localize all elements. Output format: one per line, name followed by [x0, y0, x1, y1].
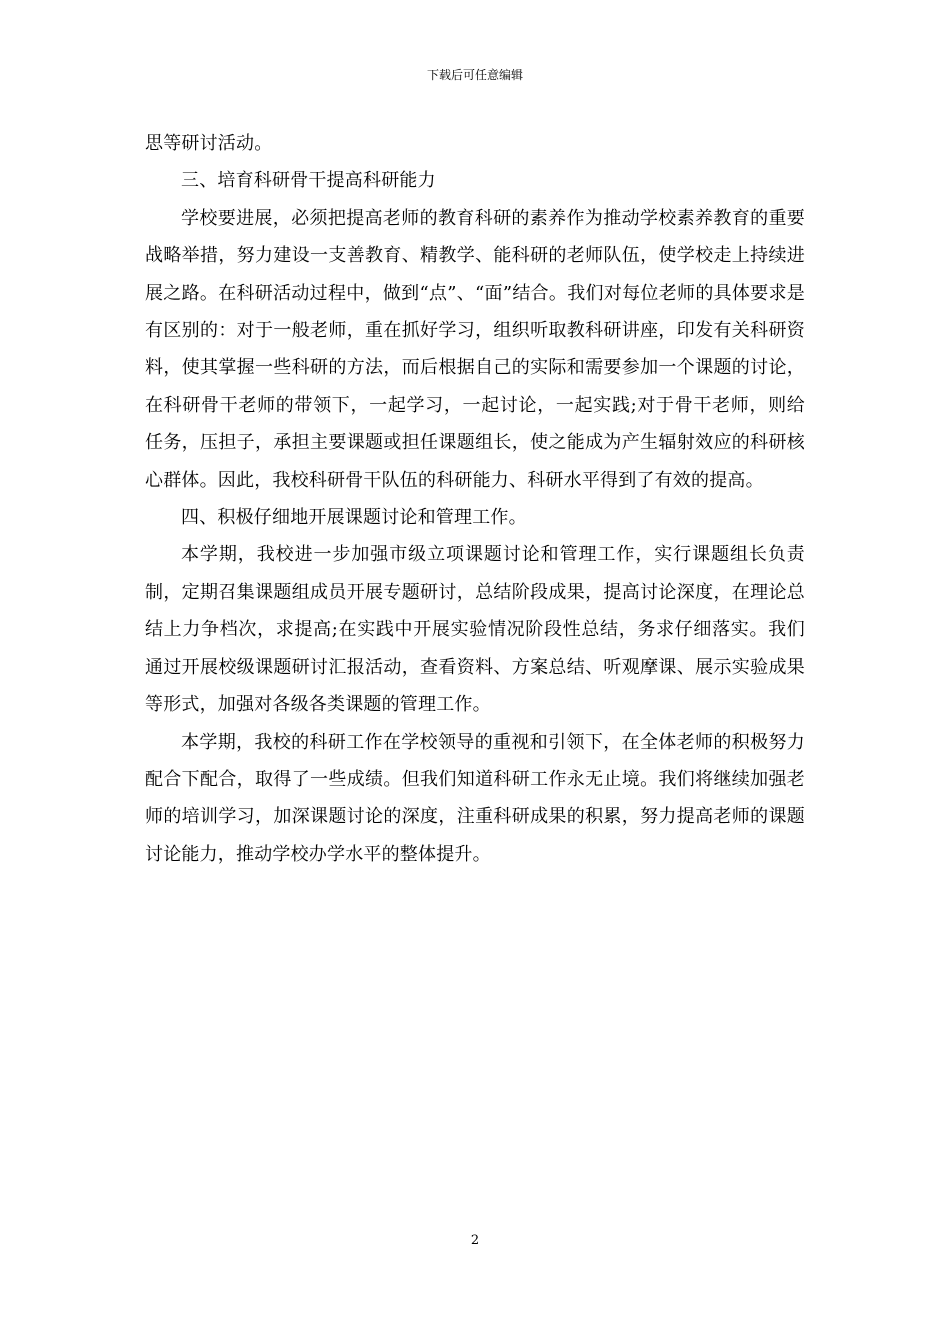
paragraph-continuation: 思等研讨活动。	[145, 133, 273, 154]
page-number: 2	[470, 1233, 480, 1248]
paragraph-topic-management: 本学期，我校进一步加强市级立项课题讨论和管理工作，实行课题组长负责制，定期召集课题组成员开展专题研讨，总结阶段成果，提高讨论深度，在理论总结上力争档次，求提高;在实践中开展实验情况阶段性总结，务求仔细落实。我们通过开展校级课题研讨汇报活动，查看资料、方案总结、听观摩课、展示实验成果等形式，加强对各级各类课题的管理工作。	[145, 544, 805, 716]
section-heading-4: 四、积极仔细地开展课题讨论和管理工作。	[181, 507, 527, 529]
paragraph-summary: 本学期，我校的科研工作在学校领导的重视和引领下，在全体老师的积极努力配合下配合，取得了一些成绩。但我们知道科研工作永无止境。我们将继续加强老师的培训学习，加深课题讨论的深度，注重科研成果的积累，努力提高老师的课题讨论能力，推动学校办学水平的整体提升。	[145, 731, 805, 865]
document-body	[145, 125, 805, 873]
section-heading-3: 三、培育科研骨干提高科研能力	[181, 170, 436, 192]
paragraph-research-backbone: 学校要进展，必须把提高老师的教育科研的素养作为推动学校素养教育的重要战略举措，努力建设一支善教育、精教学、能科研的老师队伍，使学校走上持续进展之路。在科研活动过程中，做到“点”、“面”结合。我们对每位老师的具体要求是有区别的：对于一般老师，重在抓好学习，组织听取教科研讲座，印发有关科研资料，使其掌握一些科研的方法，而后根据自己的实际和需要参加一个课题的讨论，在科研骨干老师的带领下，一起学习，一起讨论，一起实践;对于骨干老师，则给任务，压担子，承担主要课题或担任课题组长，使之能成为产生辐射效应的科研核心群体。因此，我校科研骨干队伍的科研能力、科研水平得到了有效的提高。	[145, 207, 805, 491]
page-header: 下载后可任意编辑	[426, 68, 523, 82]
